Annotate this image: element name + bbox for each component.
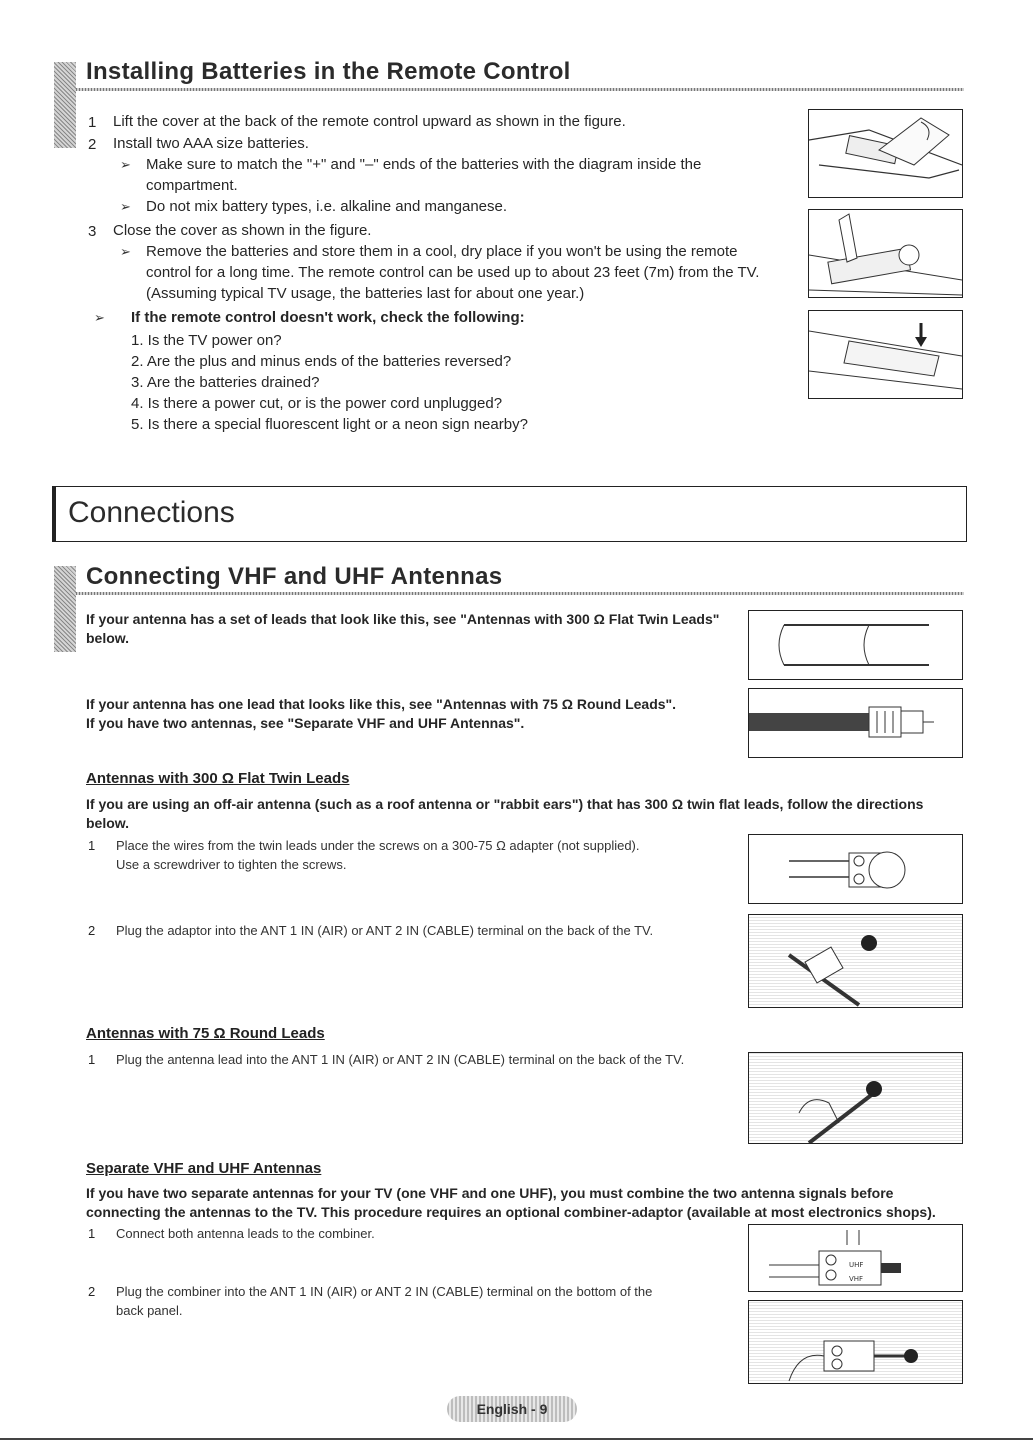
check-item: 1. Is the TV power on? xyxy=(131,332,282,349)
section-marker xyxy=(54,62,76,148)
step-number: 1 xyxy=(88,1226,96,1241)
antenna-intro-1: If your antenna has a set of leads that look like this, see "Antennas with 300 Ω Flat Twin Leads" xyxy=(86,611,720,627)
subsection-title-round-leads: Antennas with 75 Ω Round Leads xyxy=(86,1025,325,1042)
adapter-figure xyxy=(748,834,963,904)
connections-title: Connections xyxy=(68,496,235,529)
troubleshoot-heading: If the remote control doesn't work, check the following: xyxy=(131,309,525,326)
flat-twin-lead-figure xyxy=(748,610,963,680)
flat-twin-step-1-cont: Use a screwdriver to tighten the screws. xyxy=(116,857,347,872)
remote-close-cover-figure xyxy=(808,310,963,399)
battery-step-1: Lift the cover at the back of the remote control upward as shown in the figure. xyxy=(113,113,626,130)
antenna-intro-1-cont: below. xyxy=(86,630,130,646)
check-item: 5. Is there a special fluorescent light or a neon sign nearby? xyxy=(131,416,528,433)
step-number: 1 xyxy=(88,114,97,131)
battery-step-3: Close the cover as shown in the figure. xyxy=(113,222,372,239)
adapter-to-tv-figure xyxy=(748,914,963,1008)
page-number: English - 9 xyxy=(447,1396,577,1422)
flat-twin-step-1: Place the wires from the twin leads under the screws on a 300-75 Ω adapter (not supplied). xyxy=(116,838,640,853)
flat-twin-description-cont: below. xyxy=(86,815,130,831)
remote-batteries-figure xyxy=(808,209,963,298)
check-item: 3. Are the batteries drained? xyxy=(131,374,320,391)
battery-step-2: Install two AAA size batteries. xyxy=(113,135,309,152)
battery-note-3-cont2: (Assuming typical TV usage, the batteries last for about one year.) xyxy=(146,285,585,302)
battery-note-2: Do not mix battery types, i.e. alkaline and manganese. xyxy=(146,198,508,215)
separate-step-2: Plug the combiner into the ANT 1 IN (AIR) or ANT 2 IN (CABLE) terminal on the bottom of the xyxy=(116,1284,653,1299)
separate-description-cont: connecting the antennas to the TV. This procedure requires an optional combiner-adaptor (available at most electronics shops). xyxy=(86,1204,936,1220)
flat-twin-description: If you are using an off-air antenna (such as a roof antenna or "rabbit ears") that has 300 Ω twin flat leads, follow the directions xyxy=(86,796,924,812)
bottom-rule xyxy=(0,1438,1033,1440)
battery-note-3: Remove the batteries and store them in a cool, dry place if you won't be using the remote xyxy=(146,243,738,260)
connections-banner xyxy=(52,486,967,542)
battery-note-1: Make sure to match the "+" and "–" ends of the batteries with the diagram inside the xyxy=(146,156,702,173)
note-arrow-icon: ➢ xyxy=(120,244,131,259)
battery-note-3-cont: control for a long time. The remote control can be used up to about 23 feet (7m) from the TV. xyxy=(146,264,760,281)
section-title-antennas: Connecting VHF and UHF Antennas xyxy=(86,563,503,590)
separate-step-2-cont: back panel. xyxy=(116,1303,183,1318)
vhf-label: VHF xyxy=(849,1275,864,1283)
uhf-label: UHF xyxy=(849,1261,864,1269)
combiner-to-tv-figure xyxy=(748,1300,963,1384)
flat-twin-step-2: Plug the adaptor into the ANT 1 IN (AIR) or ANT 2 IN (CABLE) terminal on the back of the TV. xyxy=(116,923,654,938)
section-rule xyxy=(76,592,964,595)
note-arrow-icon: ➢ xyxy=(120,199,131,214)
combiner-figure xyxy=(748,1224,963,1292)
step-number: 2 xyxy=(88,1284,96,1299)
remote-open-cover-figure xyxy=(808,109,963,198)
separate-description: If you have two separate antennas for your TV (one VHF and one UHF), you must combine the two antenna signals before xyxy=(86,1185,894,1201)
note-arrow-icon: ➢ xyxy=(120,157,131,172)
round-lead-figure xyxy=(748,688,963,758)
section-marker xyxy=(54,566,76,652)
check-item: 2. Are the plus and minus ends of the batteries reversed? xyxy=(131,353,512,370)
antenna-intro-3: If you have two antennas, see "Separate VHF and UHF Antennas". xyxy=(86,715,525,731)
note-arrow-icon: ➢ xyxy=(94,310,105,325)
step-number: 3 xyxy=(88,223,97,240)
step-number: 1 xyxy=(88,1052,96,1067)
round-lead-step-1: Plug the antenna lead into the ANT 1 IN (AIR) or ANT 2 IN (CABLE) terminal on the back of the TV. xyxy=(116,1052,685,1067)
section-rule xyxy=(76,88,964,91)
separate-step-1: Connect both antenna leads to the combiner. xyxy=(116,1226,375,1241)
subsection-title-separate: Separate VHF and UHF Antennas xyxy=(86,1160,322,1177)
step-number: 2 xyxy=(88,136,97,153)
battery-note-1-cont: compartment. xyxy=(146,177,238,194)
antenna-intro-2: If your antenna has one lead that looks like this, see "Antennas with 75 Ω Round Leads". xyxy=(86,696,677,712)
step-number: 1 xyxy=(88,838,96,853)
check-item: 4. Is there a power cut, or is the power cord unplugged? xyxy=(131,395,503,412)
round-lead-to-tv-figure xyxy=(748,1052,963,1144)
subsection-title-flat-twin: Antennas with 300 Ω Flat Twin Leads xyxy=(86,770,350,787)
section-title-batteries: Installing Batteries in the Remote Control xyxy=(86,58,571,85)
step-number: 2 xyxy=(88,923,96,938)
